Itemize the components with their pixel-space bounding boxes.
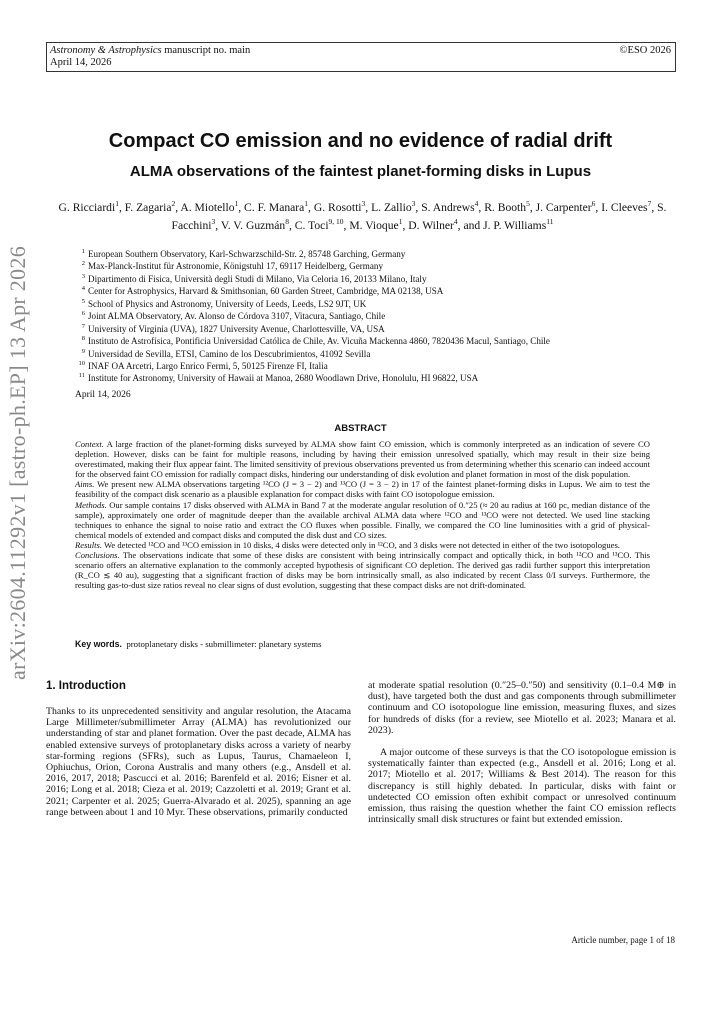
abstract [75, 439, 650, 590]
journal-header [50, 45, 250, 69]
abstract-context [75, 439, 650, 479]
arxiv-stamp[interactable]: arXiv:2604.11292v1 [astro-ph.EP] 13 Apr 2026 [5, 245, 30, 680]
author: C. F. Manara [244, 200, 305, 214]
affiliations [75, 247, 675, 384]
copyright: ©ESO 2026 [619, 45, 671, 56]
author-affiliation-mark: 3 [361, 199, 366, 208]
keywords-text: protoplanetary disks - submillimeter: planetary systems [126, 639, 322, 649]
affiliation-item [75, 359, 675, 371]
author-affiliation-mark: 1 [398, 216, 403, 226]
abstract-conclusions [75, 550, 650, 590]
intro-paragraph-2: at moderate spatial resolution (0.″25–0.″50) and sensitivity (0.1–0.4 M⊕ in dust), have targeted both the dust and gas components through submillimeter continuum and CO isotopologue line emission, measuring fluxes, and sizes for hundreds of disks (for a review, see Miotello et al. 2023; Manara et al. 2023). [368, 680, 676, 736]
author-affiliation-mark: 4 [453, 216, 458, 226]
header-date: April 14, 2026 [50, 57, 112, 68]
conclusions-label: Conclusions. [75, 550, 120, 561]
author-affiliation-mark: 2 [171, 199, 176, 208]
abstract-methods [75, 500, 650, 540]
section-heading-introduction: 1. Introduction [46, 680, 126, 692]
abstract-results [75, 540, 650, 550]
affiliation-item [75, 371, 675, 383]
author: R. Booth [484, 200, 527, 214]
manuscript-label: manuscript no. main [161, 45, 251, 56]
author-affiliation-mark: 1 [234, 199, 239, 208]
author: I. Cleeves [601, 200, 648, 214]
author-affiliation-mark: 3 [411, 199, 416, 208]
author-affiliation-mark: 4 [474, 199, 479, 208]
affiliation-item [75, 247, 675, 259]
context-label: Context. [75, 439, 104, 449]
abstract-heading: ABSTRACT [334, 423, 387, 434]
author-affiliation-mark: 5 [526, 199, 530, 208]
affiliation-number: 7 [81, 322, 85, 330]
author-affiliation-mark: 7 [647, 199, 652, 208]
affiliation-number: 3 [81, 272, 85, 280]
intro-paragraph-1: Thanks to its unprecedented sensitivity and angular resolution, the Atacama Large Millimeter/submillimeter Array (ALMA) has revolutionized our understanding of star and planet formation. Over the past decade, ALMA has enabled extensive surveys of protoplanetary disks across a variety of nearby star-forming regions (SFRs), such as Lupus, Taurus, Chamaeleon I, Ophiuchus, Orion, Corona Australis and many others (e.g., Ansdell et al. 2016, 2017, 2018; Pascucci et al. 2016; Barenfeld et al. 2016; Eisner et al. 2016; Long et al. 2018; Cieza et al. 2019; Cazzoletti et al. 2019; Grant et al. 2021; Carpenter et al. 2025; Guerra-Alvarado et al. 2025), spanning an age range between about 1 and 10 Myr. These observations, primarily conducted [46, 706, 351, 818]
affiliation-text: School of Physics and Astronomy, University of Leeds, Leeds, LS2 9JT, UK [88, 298, 367, 309]
author-affiliation-mark: 1 [304, 199, 309, 208]
affiliation-text: Max-Planck-Institut für Astronomie, Königstuhl 17, 69117 Heidelberg, Germany [88, 261, 383, 272]
author: G. Ricciardi [58, 200, 116, 214]
affiliation-number: 10 [78, 359, 85, 367]
keywords-label: Key words. [75, 639, 122, 649]
affiliation-text: Center for Astrophysics, Harvard & Smithsonian, 60 Garden Street, Cambridge, MA 02138, USA [88, 286, 444, 297]
author-affiliation-mark: 3 [211, 216, 216, 226]
header-box [46, 42, 676, 72]
methods-label: Methods. [75, 499, 107, 510]
aims-text: We present new ALMA observations targeting ¹²CO (J = 3 − 2) and ¹³CO (J = 3 − 2) in 17 of the faintest planet-forming disks in Lupus. We aim to test the feasibility of the compact disk scenario as a plausible explanation for compact disks with faint CO isotopologue emission. [75, 479, 650, 500]
affiliation-item [75, 347, 675, 359]
intro-paragraph-3: A major outcome of these surveys is that the CO isotopologue emission is systematically fainter than expected (e.g., Ansdell et al. 2016; Long et al. 2017; Miotello et al. 2017; Williams & Best 2014). The reason for this discrepancy is still highly debated. In particular, disks with faint or undetected CO emission often exhibit compact or unresolved continuum emission, thus raising the question whether the faint CO emission reflects intrinsically small disk structures or faint but extended emission. [368, 747, 676, 826]
received-date: April 14, 2026 [75, 390, 131, 400]
affiliation-number: 9 [81, 347, 85, 355]
methods-text: Our sample contains 17 disks observed with ALMA in Band 7 at the moderate angular resolution of 0.″25 (≈ 20 au radius at 160 pc, median distance of the sample), approximately one order of magnitude deeper than the available archival ALMA data where ¹²CO and ¹³CO were not detected. We used line stacking techniques to enhance the signal to noise ratio and extract the CO fluxes when possible. Finally, we compared the CO line luminosities with a grid of physical-chemical models of extended and compact disks and computed the disk dust and CO sizes. [75, 499, 650, 540]
author: A. Miotello [180, 200, 235, 214]
affiliation-item [75, 334, 675, 346]
affiliation-item [75, 309, 675, 321]
author: S. Facchini [171, 200, 667, 232]
affiliation-text: University of Virginia (UVA), 1827 University Avenue, Charlottesville, VA, USA [88, 323, 385, 334]
affiliation-number: 6 [81, 310, 85, 318]
intro-column-left [46, 706, 351, 818]
affiliation-text: INAF OA Arcetri, Largo Enrico Fermi, 5, 50125 Firenze FI, Italia [88, 360, 328, 371]
affiliation-item [75, 322, 675, 334]
author-affiliation-mark: 11 [546, 216, 554, 226]
author-affiliation-mark: 1 [115, 199, 119, 208]
affiliation-number: 5 [81, 297, 85, 305]
affiliation-item [75, 284, 675, 296]
affiliation-item [75, 272, 675, 284]
context-text: A large fraction of the planet-forming disks surveyed by ALMA show faint CO emission, which is commonly interpreted as an indication of severe CO depletion. However, disks can be faint for multiple reasons, including by having their emission unresolved spatially, which may result in their size being overestimated, making their flux appear faint. The limited sensitivity of previous observations prevented us from determining whether this scenario can indeed account for the observed faint CO emission for radially compact disks, hindering our understanding of disk evolution and planet formation in most of the disk population. [75, 439, 650, 480]
journal-name: Astronomy & Astrophysics [50, 45, 162, 56]
affiliation-number: 8 [81, 335, 85, 343]
author: J. Carpenter [535, 200, 592, 214]
affiliation-number: 4 [81, 285, 85, 293]
affiliation-text: Joint ALMA Observatory, Av. Alonso de Córdova 3107, Vitacura, Santiago, Chile [88, 311, 386, 322]
affiliation-item [75, 259, 675, 271]
author: S. Andrews [421, 200, 475, 214]
affiliation-text: European Southern Observatory, Karl-Schwarzschild-Str. 2, 85748 Garching, Germany [88, 249, 406, 260]
author-affiliation-mark: 8 [285, 216, 289, 226]
affiliation-number: 1 [81, 248, 85, 255]
results-text: We detected ¹²CO and ¹³CO emission in 10 disks, 4 disks were detected only in ¹²CO, and 3 disks were not detected in either of the two isotopologues. [103, 539, 620, 550]
conclusions-text: The observations indicate that some of these disks are consistent with being intrinsically compact and optically thick, in both ¹²CO and ¹³CO. This scenario offers an alternative explanation to the commonly accepted hypothesis of significant CO depletion. The derived gas radii further support this interpretation (R_CO ≲ 40 au), suggesting that a significant fraction of disks may be born intrinsically small, as also indicated by recent Class 0/I surveys. Furthermore, the resulting gas-to-dust size ratios reveal no clear signs of dust evolution, suggesting that these compact disks are not drift-dominated. [75, 550, 650, 591]
author: V. V. Guzmán [220, 218, 286, 232]
author-list: G. Ricciardi$^1$, F. Zagaria$^2$, A. Miotello$^1$, C. F. Manara$^1$, G. Rosotti$^3$, L. Zallio$^3$, S. Andrews$^4$, R. Booth$^5$, J. Carpenter$^6$, I. Cleeves$^7$, S. Facchini$^3$, V. V. Guzmán$^8$, C. Toci$^{9, 10}$, M. Vioque$^1$, D. Wilner$^4$, and J. P. Williams$^{11}$ [58, 199, 667, 232]
author: F. Zagaria [124, 200, 172, 214]
results-label: Results. [75, 539, 102, 550]
affiliation-item [75, 297, 675, 309]
keywords [75, 639, 650, 649]
author: C. Toci [294, 218, 329, 232]
intro-column-right [368, 680, 676, 825]
author: M. Vioque [349, 218, 399, 232]
affiliation-number: 2 [81, 260, 85, 268]
page-footer: Article number, page 1 of 18 [571, 935, 675, 945]
author: J. P. Williams [483, 218, 547, 232]
author-affiliation-mark: 6 [591, 199, 596, 208]
affiliation-text: Instituto de Astrofísica, Pontificia Universidad Católica de Chile, Av. Vicuña Mackenna 4860, 7820436 Macul, Santiago, Chile [88, 336, 550, 347]
affiliation-text: Universidad de Sevilla, ETSI, Camino de los Descubrimientos, 41092 Sevilla [88, 348, 371, 359]
aims-label: Aims. [75, 479, 95, 490]
affiliation-text: Dipartimento di Fisica, Università degli Studi di Milano, Via Celoria 16, 20133 Milano, Italy [88, 273, 427, 284]
affiliation-number: 11 [78, 372, 85, 380]
author-affiliation-mark: 9, 10 [328, 216, 344, 226]
affiliation-text: Institute for Astronomy, University of Hawaii at Manoa, 2680 Woodlawn Drive, Honolulu, HI 96822, USA [88, 373, 479, 384]
author: L. Zallio [371, 200, 412, 214]
author: G. Rosotti [313, 200, 362, 214]
paper-title: Compact CO emission and no evidence of radial drift [108, 130, 613, 152]
paper-subtitle: ALMA observations of the faintest planet-forming disks in Lupus [129, 163, 592, 180]
author: D. Wilner [408, 218, 454, 232]
abstract-aims [75, 479, 650, 499]
